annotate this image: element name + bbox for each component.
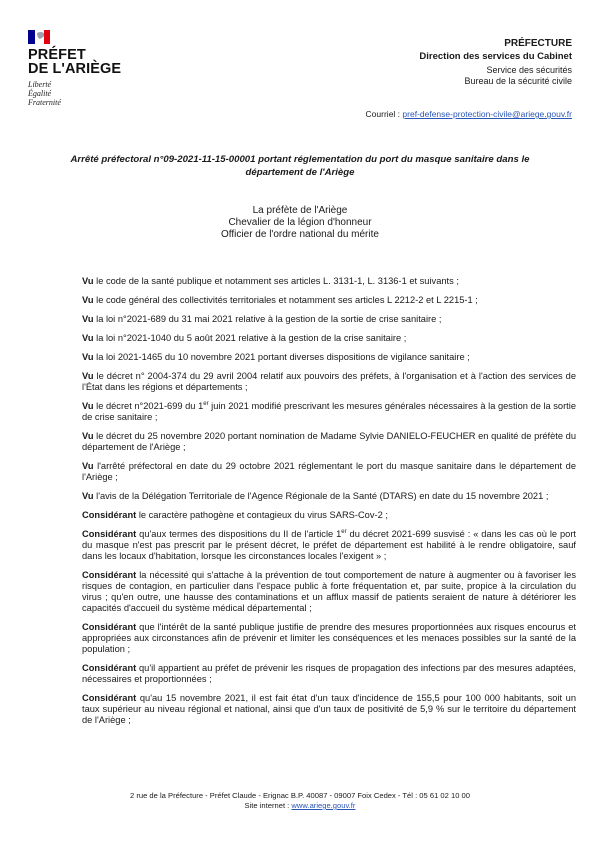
- considerant-paragraph: [82, 663, 576, 685]
- visa-keyword: Vu: [82, 371, 94, 381]
- devise-liberte: Liberté: [28, 80, 52, 89]
- considerant-text: qu'il appartient au préfet de prévenir les risques de propagation des infections par des mesures adaptées, nécessaires et proportionnées ;: [82, 663, 576, 684]
- visa-text: la loi n°2021-1040 du 5 août 2021 relative à la gestion de la crise sanitaire ;: [93, 333, 407, 343]
- marianne-emblem-icon: [28, 30, 50, 44]
- direction-label: Direction des services du Cabinet: [419, 51, 572, 62]
- prefet-title: [28, 48, 148, 76]
- considerant-paragraph: [82, 510, 576, 521]
- considerant-paragraph: [82, 529, 576, 562]
- considerant-keyword: Considérant: [82, 622, 137, 632]
- authority-line1: La préfète de l'Ariège: [252, 205, 348, 216]
- visa-text: le décret du 25 novembre 2020 portant nomination de Madame Sylvie DANIELO-FEUCHER en qualité de préfète du département de l'Ariège ;: [82, 431, 576, 452]
- sender-header: [312, 38, 572, 87]
- visa-text: le décret n° 2004-374 du 29 avril 2004 relatif aux pouvoirs des préfets, à l'organisation et à l'action des services de l'État dans les régions et départements ;: [82, 371, 576, 392]
- arrete-body: [82, 276, 576, 734]
- visa-keyword: Vu: [82, 295, 94, 305]
- authority-line3: Officier de l'ordre national du mérite: [221, 229, 379, 240]
- visa-keyword: Vu: [82, 491, 94, 501]
- visa-paragraph: [82, 431, 576, 453]
- visa-paragraph: [82, 333, 576, 344]
- visa-text: le décret n°2021-699 du 1er juin 2021 modifié prescrivant les mesures générales nécessaires à la gestion de la sortie de crise sanitaire ;: [82, 400, 577, 422]
- considerant-text: qu'aux termes des dispositions du II de l'article 1er du décret 2021-699 susvisé : « dans les cas où le port du masque n'est pas prescrit par le présent décret, le préfet de département est habilité à le rendre obligatoire, sauf dans les locaux d'habitation, lorsque les circonstances locales l'exigent » ;: [82, 528, 576, 561]
- visa-text: le code général des collectivités territoriales et notamment ses articles L 2212-2 et L 2215-1 ;: [93, 295, 478, 305]
- visa-paragraph: [82, 276, 576, 287]
- arrete-title: [40, 153, 560, 179]
- visa-text: l'avis de la Délégation Territoriale de l'Agence Régionale de la Santé (DTARS) en date du 15 novembre 2021 ;: [93, 491, 549, 501]
- visa-keyword: Vu: [82, 401, 94, 411]
- prefecture-label: PRÉFECTURE: [504, 38, 572, 49]
- footer-address: 2 rue de la Préfecture - Préfet Claude - Erignac B.P. 40087 - 09007 Foix Cedex - Tél : 05 61 02 10 00: [130, 791, 470, 800]
- courriel-link[interactable]: pref-defense-protection-civile@ariege.gouv.fr: [402, 109, 572, 119]
- visa-keyword: Vu: [82, 461, 94, 471]
- visa-keyword: Vu: [82, 431, 94, 441]
- considerant-paragraph: [82, 693, 576, 726]
- arrete-title-line2: département de l'Ariège: [245, 167, 355, 178]
- visa-text: la loi n°2021-689 du 31 mai 2021 relative à la gestion de la sortie de crise sanitaire ;: [93, 314, 442, 324]
- visa-text: le code de la santé publique et notamment ses articles L. 3131-1, L. 3136-1 et suivants ;: [93, 276, 459, 286]
- visa-keyword: Vu: [82, 276, 94, 286]
- considerant-paragraph: [82, 570, 576, 614]
- courriel-label: Courriel :: [365, 109, 401, 119]
- considerant-text: que l'intérêt de la santé publique justifie de prendre des mesures proportionnées aux risques encourus et appropriées aux circonstances afin de prévenir et limiter les conséquences et les menaces possibles sur la santé de la population ;: [82, 622, 576, 654]
- service-label: Service des sécurités: [486, 65, 572, 75]
- considerant-text: le caractère pathogène et contagieux du virus SARS-Cov-2 ;: [136, 510, 388, 520]
- considerant-keyword: Considérant: [82, 693, 137, 703]
- devise: [28, 80, 148, 107]
- considerant-keyword: Considérant: [82, 510, 137, 520]
- bureau-label: Bureau de la sécurité civile: [464, 76, 572, 86]
- authority-block: [100, 205, 500, 241]
- prefecture-logo: [28, 30, 148, 107]
- visa-keyword: Vu: [82, 352, 94, 362]
- considerant-keyword: Considérant: [82, 663, 137, 673]
- visa-keyword: Vu: [82, 333, 94, 343]
- considerant-keyword: Considérant: [82, 529, 137, 539]
- devise-fraternite: Fraternité: [28, 98, 61, 107]
- visa-paragraph: [82, 371, 576, 393]
- visa-paragraph: [82, 461, 576, 483]
- arrete-title-line1: Arrêté préfectoral n°09-2021-11-15-00001 portant réglementation du port du masque sanitaire dans le: [70, 154, 530, 165]
- visa-paragraph: [82, 295, 576, 306]
- visa-text: l'arrêté préfectoral en date du 29 octobre 2021 réglementant le port du masque sanitaire dans le département de l'Ariège ;: [82, 461, 576, 482]
- considerant-text: la nécessité qui s'attache à la prévention de tout comportement de nature à augmenter ou à favoriser les risques de contagion, en particulier dans l'espace public à forte fréquentation et, par suite, propice à la circulation du virus ; qu'en outre, une hausse des contaminations et un afflux massif de patients seraient de nature à détériorer les capacités d'accueil du système médical départemental ;: [82, 570, 576, 613]
- visa-keyword: Vu: [82, 314, 94, 324]
- authority-line2: Chevalier de la légion d'honneur: [228, 217, 372, 228]
- footer-site: [60, 801, 540, 811]
- considerant-paragraph: [82, 622, 576, 655]
- considerant-text: qu'au 15 novembre 2021, il est fait état d'un taux d'incidence de 155,5 pour 100 000 habitants, soit un taux supérieur au niveau régional et national, ainsi que d'un taux de positivité de 5,9 % sur le territoire du département de l'Ariège ;: [82, 693, 576, 725]
- prefet-title-line2: DE L'ARIÈGE: [28, 61, 122, 77]
- visa-paragraph: [82, 491, 576, 502]
- visa-paragraph: [82, 401, 576, 423]
- footer-site-link[interactable]: www.ariege.gouv.fr: [291, 801, 356, 810]
- visa-text: la loi 2021-1465 du 10 novembre 2021 portant diverses dispositions de vigilance sanitaire ;: [93, 352, 470, 362]
- devise-egalite: Égalité: [28, 89, 52, 98]
- visa-paragraph: [82, 314, 576, 325]
- page-footer: [60, 791, 540, 811]
- visa-paragraph: [82, 352, 576, 363]
- prefet-title-line1: PRÉFET: [28, 47, 86, 63]
- considerant-keyword: Considérant: [82, 570, 137, 580]
- footer-site-label: Site internet :: [244, 801, 290, 810]
- courriel-line: [366, 109, 572, 119]
